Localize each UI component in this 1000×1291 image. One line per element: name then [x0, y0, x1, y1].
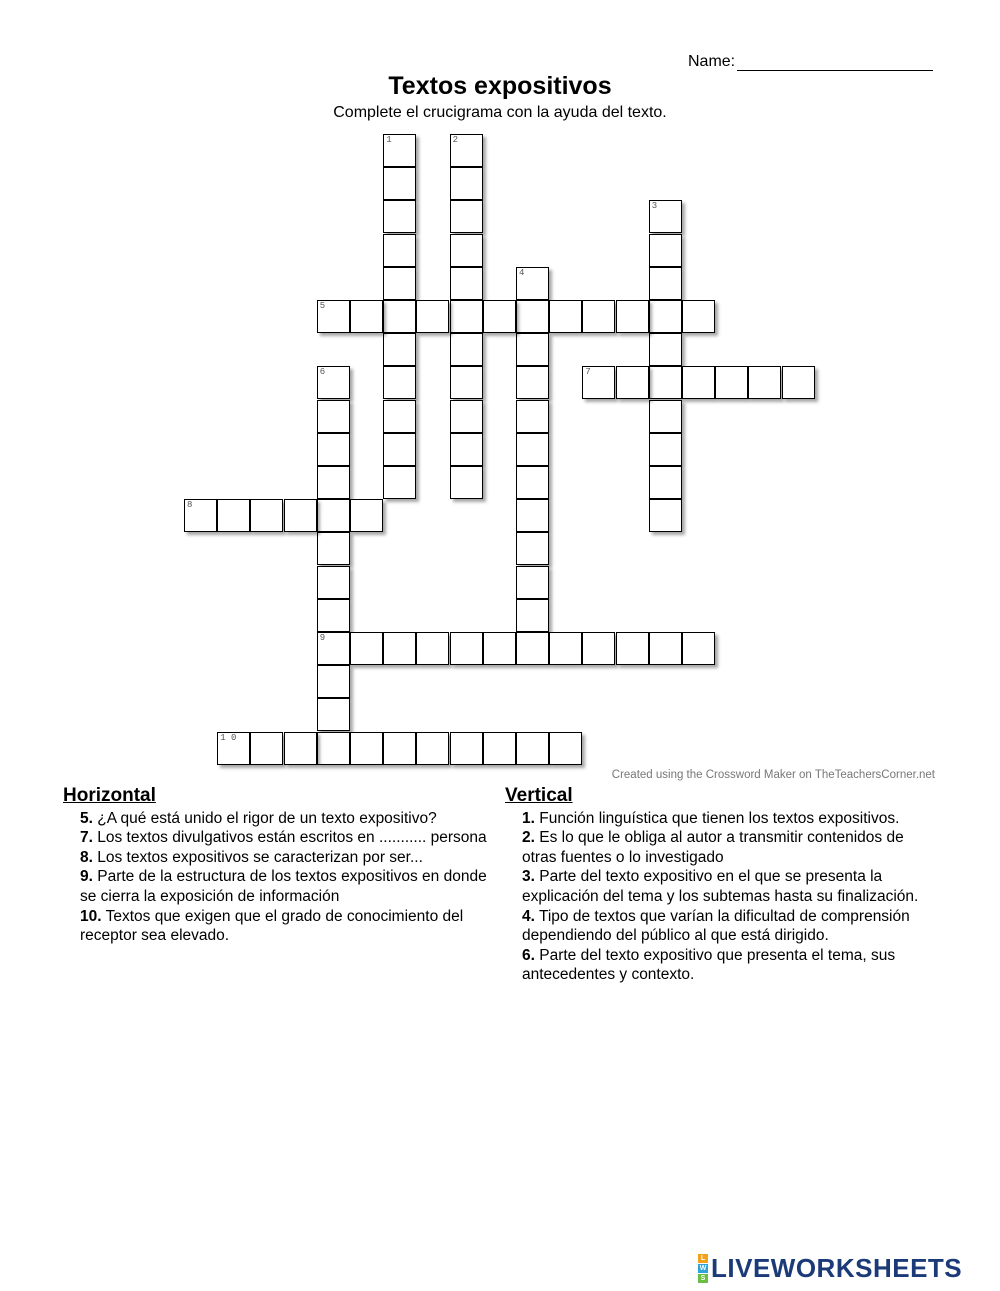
clue-item	[80, 867, 488, 906]
crossword-cell[interactable]	[616, 632, 649, 665]
crossword-cell[interactable]	[284, 499, 317, 532]
crossword-credit: Created using the Crossword Maker on TheTeachersCorner.net	[611, 769, 935, 781]
logo-block: L	[698, 1254, 708, 1263]
clue-item-number: 2.	[522, 829, 535, 847]
vertical-heading: Vertical	[505, 785, 573, 806]
clue-number: 9	[319, 633, 326, 643]
clue-number: 1	[386, 135, 392, 145]
crossword-cell[interactable]	[450, 333, 483, 366]
crossword-cell[interactable]	[317, 599, 350, 632]
crossword-cell[interactable]	[649, 632, 682, 665]
clue-item-text: ¿A qué está unido el rigor de un texto expositivo?	[92, 809, 437, 827]
crossword-cell[interactable]	[350, 732, 383, 765]
crossword-cell[interactable]	[649, 300, 682, 333]
clue-number: 1 0	[220, 732, 237, 743]
horizontal-heading: Horizontal	[63, 785, 156, 806]
clue-item	[522, 828, 925, 867]
crossword-cell[interactable]	[317, 499, 350, 532]
clue-item	[522, 907, 925, 946]
crossword-cell[interactable]	[649, 234, 682, 267]
crossword-cell[interactable]	[416, 732, 449, 765]
crossword-cell[interactable]	[516, 267, 549, 300]
crossword-cell[interactable]	[649, 433, 682, 466]
crossword-cell[interactable]	[416, 300, 449, 333]
clue-item	[80, 907, 488, 946]
crossword-cell[interactable]	[450, 167, 483, 200]
crossword-cell[interactable]	[217, 499, 250, 532]
crossword-cell[interactable]	[383, 234, 416, 267]
crossword-cell[interactable]	[450, 234, 483, 267]
clue-item-number: 8.	[80, 848, 93, 866]
clue-number: 3	[651, 201, 658, 212]
crossword-cell[interactable]	[483, 300, 516, 333]
name-label: Name:	[688, 53, 736, 70]
clue-item-number: 5.	[80, 809, 93, 827]
crossword-cell[interactable]	[516, 466, 549, 499]
clue-item	[522, 946, 925, 985]
crossword-cell[interactable]	[383, 400, 416, 433]
crossword-cell[interactable]	[250, 732, 283, 765]
crossword-cell[interactable]	[516, 300, 549, 333]
logo-icon	[698, 1254, 708, 1283]
crossword-cell[interactable]	[184, 499, 217, 532]
crossword-cell[interactable]	[383, 267, 416, 300]
crossword-cell[interactable]	[516, 599, 549, 632]
crossword-cell[interactable]	[383, 366, 416, 399]
crossword-cell[interactable]	[383, 632, 416, 665]
vertical-clues	[505, 786, 925, 985]
crossword-cell[interactable]	[582, 300, 615, 333]
crossword-cell[interactable]	[549, 732, 582, 765]
crossword-cell[interactable]	[649, 267, 682, 300]
crossword-cell[interactable]	[549, 632, 582, 665]
crossword-cell[interactable]	[649, 466, 682, 499]
crossword-cell[interactable]	[649, 200, 682, 233]
crossword-cell[interactable]	[450, 300, 483, 333]
crossword-cell[interactable]	[450, 400, 483, 433]
crossword-cell[interactable]	[582, 366, 615, 399]
crossword-cell[interactable]	[450, 433, 483, 466]
page-subtitle: Complete el crucigrama con la ayuda del texto.	[333, 104, 667, 121]
clue-number: 4	[519, 267, 525, 278]
crossword-cell[interactable]	[516, 333, 549, 366]
crossword-cell[interactable]	[284, 732, 317, 765]
crossword-cell[interactable]	[317, 466, 350, 499]
crossword-cell[interactable]	[516, 566, 549, 599]
clue-number: 2	[452, 135, 458, 145]
crossword-cell[interactable]	[516, 732, 549, 765]
crossword-cell[interactable]	[383, 167, 416, 200]
clue-item-text: Función linguística que tienen los textos expositivos.	[534, 809, 900, 827]
clue-number: 8	[187, 500, 193, 511]
horizontal-clues	[63, 786, 488, 946]
crossword-cell[interactable]	[450, 267, 483, 300]
crossword-cell[interactable]	[450, 732, 483, 765]
crossword-cell[interactable]	[748, 366, 781, 399]
clue-item	[522, 867, 925, 906]
crossword-cell[interactable]	[317, 532, 350, 565]
crossword-cell[interactable]	[616, 300, 649, 333]
crossword-cell[interactable]	[549, 300, 582, 333]
crossword-cell[interactable]	[383, 433, 416, 466]
crossword-cell[interactable]	[782, 366, 815, 399]
crossword-cell[interactable]	[383, 300, 416, 333]
clue-number: 5	[319, 301, 326, 311]
vertical-clue-list	[505, 809, 925, 985]
crossword-cell[interactable]	[450, 466, 483, 499]
logo-block: W	[699, 1265, 707, 1272]
crossword-cell[interactable]	[317, 732, 350, 765]
clue-item-number: 10.	[80, 907, 102, 925]
clue-item-number: 6.	[522, 946, 535, 964]
clue-item	[522, 809, 925, 829]
crossword-cell[interactable]	[317, 566, 350, 599]
crossword-cell[interactable]	[582, 632, 615, 665]
crossword-cell[interactable]	[317, 433, 350, 466]
crossword-cell[interactable]	[317, 665, 350, 698]
crossword-cell[interactable]	[317, 698, 350, 731]
clue-item-number: 4.	[522, 907, 535, 925]
crossword-cell[interactable]	[649, 333, 682, 366]
crossword-cell[interactable]	[450, 632, 483, 665]
crossword-cell[interactable]	[483, 632, 516, 665]
crossword-cell[interactable]	[516, 532, 549, 565]
clue-item-text: Textos que exigen que el grado de conocimiento del receptor sea elevado.	[80, 907, 464, 945]
crossword-cell[interactable]	[616, 366, 649, 399]
crossword-cell[interactable]	[682, 632, 715, 665]
liveworksheets-logo	[698, 1253, 962, 1284]
crossword-cell[interactable]	[383, 732, 416, 765]
clue-item-number: 3.	[522, 868, 535, 886]
clue-item-text: Parte de la estructura de los textos expositivos en donde se cierra la exposición de información	[80, 868, 487, 905]
clue-item-text: Los textos divulgativos están escritos en ........... persona	[92, 829, 487, 847]
crossword-cell[interactable]	[516, 499, 549, 532]
clue-item-number: 9.	[80, 868, 93, 886]
page-title: Textos expositivos	[388, 72, 612, 100]
crossword-cell[interactable]	[483, 732, 516, 765]
crossword-cell[interactable]	[516, 400, 549, 433]
crossword-cell[interactable]	[350, 632, 383, 665]
clue-item-text: Es lo que le obliga al autor a transmitir contenidos de otras fuentes o lo investigado	[522, 829, 904, 866]
clue-item	[80, 848, 488, 868]
clue-item-text: Parte del texto expositivo en el que se presenta la explicación del tema y los subtemas hasta su finalización.	[522, 868, 919, 905]
crossword-cell[interactable]	[682, 366, 715, 399]
crossword-cell[interactable]	[317, 300, 350, 333]
crossword-cell[interactable]	[450, 134, 483, 167]
crossword-cell[interactable]	[383, 134, 416, 167]
clue-item-number: 1.	[522, 809, 535, 827]
crossword-cell[interactable]	[649, 400, 682, 433]
logo-block: S	[698, 1274, 708, 1283]
crossword-cell[interactable]	[516, 366, 549, 399]
logo-text: LIVEWORKSHEETS	[711, 1253, 963, 1283]
crossword-cell[interactable]	[416, 632, 449, 665]
crossword-cell[interactable]	[350, 499, 383, 532]
crossword-cell[interactable]	[383, 200, 416, 233]
crossword-cell[interactable]	[649, 366, 682, 399]
clue-item	[80, 828, 488, 848]
clue-item-text: Los textos expositivos se caracterizan por ser...	[92, 848, 423, 866]
crossword-cell[interactable]	[715, 366, 748, 399]
crossword-cell[interactable]	[682, 300, 715, 333]
clue-item-number: 7.	[80, 829, 93, 847]
crossword-cell[interactable]	[317, 366, 350, 399]
crossword-cell[interactable]	[250, 499, 283, 532]
crossword-cell[interactable]	[317, 632, 350, 665]
crossword-cell[interactable]	[516, 433, 549, 466]
clue-number: 7	[585, 367, 591, 378]
clue-number: 6	[319, 367, 326, 378]
crossword-cell[interactable]	[450, 366, 483, 399]
crossword-cell[interactable]	[516, 632, 549, 665]
crossword-cell[interactable]	[217, 732, 250, 765]
clue-item-text: Parte del texto expositivo que presenta el tema, sus antecedentes y contexto.	[522, 946, 896, 984]
crossword-cell[interactable]	[649, 499, 682, 532]
crossword-cell[interactable]	[383, 333, 416, 366]
clue-item	[80, 809, 488, 829]
crossword-cell[interactable]	[317, 400, 350, 433]
crossword-cell[interactable]	[450, 200, 483, 233]
crossword-cell[interactable]	[383, 466, 416, 499]
horizontal-clue-list	[63, 809, 488, 946]
crossword-cell[interactable]	[350, 300, 383, 333]
clue-item-text: Tipo de textos que varían la dificultad de comprensión dependiendo del público al que está dirigido.	[522, 907, 910, 945]
